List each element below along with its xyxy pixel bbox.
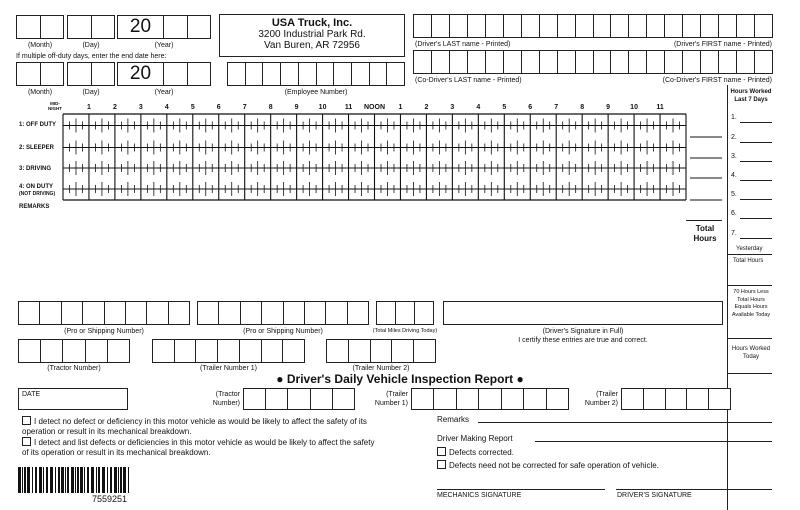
- remarks-label: REMARKS: [19, 204, 50, 210]
- hour-label: 7: [242, 104, 247, 111]
- side-day-2: 2.: [731, 134, 737, 141]
- barcode-bar: [65, 467, 66, 493]
- co-driver-last-label: (Co-Driver's LAST name - Printed): [415, 77, 522, 84]
- hour-label: 8: [580, 104, 585, 111]
- side-day-3: 3.: [731, 153, 737, 160]
- barcode-bar: [91, 467, 94, 493]
- driver-last-label: (Driver's LAST name - Printed): [415, 41, 511, 48]
- defects-not-needed-checkbox[interactable]: [437, 460, 446, 469]
- year-digit-2: 20: [118, 16, 164, 38]
- barcode-bar: [67, 467, 69, 493]
- barcode-bar: [120, 467, 122, 493]
- barcode-bar: [114, 467, 117, 493]
- barcode-bar: [50, 467, 53, 493]
- no-defect-option[interactable]: [22, 416, 382, 437]
- driver-signature-box[interactable]: [443, 301, 723, 325]
- inspection-tractor-label-line1: (Tractor: [215, 391, 240, 398]
- mechanic-signature-label: MECHANICS SIGNATURE: [437, 492, 522, 499]
- barcode-bar: [22, 467, 23, 493]
- row-label-on-duty: 4: ON DUTY: [19, 184, 54, 190]
- pro-number-1-boxes[interactable]: [18, 301, 190, 325]
- side-day-6: 6.: [731, 210, 737, 217]
- hour-label: 9: [606, 104, 611, 111]
- year-label: (Year): [154, 42, 174, 49]
- remarks-field-label: Remarks: [437, 415, 470, 424]
- hour-label: MID-NIGHT: [48, 101, 62, 111]
- side-panel-border: [727, 85, 728, 510]
- trailer-2-boxes[interactable]: [326, 339, 436, 363]
- barcode-bar: [46, 467, 48, 493]
- hour-label: 5: [502, 104, 507, 111]
- company-name: USA Truck, Inc.: [271, 17, 353, 29]
- duty-status-grid[interactable]: [0, 0, 800, 215]
- barcode-bar: [55, 467, 56, 493]
- inspection-tractor-label-line2: Number): [212, 400, 240, 407]
- hour-label: 5: [190, 104, 195, 111]
- inspection-trailer-1-boxes[interactable]: [411, 388, 569, 410]
- remarks-field-line[interactable]: [478, 422, 772, 423]
- employee-number-label: (Employee Number): [284, 89, 348, 96]
- barcode-bar: [118, 467, 119, 493]
- barcode-bar: [61, 467, 64, 493]
- row-label-driving: 3: DRIVING: [19, 166, 52, 172]
- defects-corrected-text: Defects corrected.: [449, 448, 514, 457]
- inspection-title: [220, 372, 580, 386]
- total-hours-label: Total Hours: [693, 224, 717, 243]
- pro-number-2-boxes[interactable]: [197, 301, 369, 325]
- hour-label: 7: [554, 104, 559, 111]
- mechanic-signature-line[interactable]: [437, 489, 605, 490]
- end-month-label: (Month): [27, 89, 53, 96]
- inspection-trailer-1-label-line2: Number 1): [374, 400, 408, 407]
- barcode-bar: [18, 467, 21, 493]
- inspection-date-label: DATE: [22, 391, 41, 398]
- barcode-bar: [75, 467, 76, 493]
- end-year-digit-2: 20: [118, 63, 164, 85]
- co-driver-first-label: (Co-Driver's FIRST name - Printed): [662, 77, 772, 84]
- side-day-7: 7.: [731, 230, 737, 237]
- side-day-5: 5.: [731, 191, 737, 198]
- certify-text: I certify these entries are true and correct.: [518, 337, 648, 344]
- hour-label: 1: [87, 104, 91, 111]
- side-panel-title: Hours Worked Last 7 Days: [730, 89, 772, 103]
- total-miles-label: (Total Miles Driving Today): [372, 328, 438, 334]
- barcode-bar: [71, 467, 74, 493]
- barcode-bar: [107, 467, 108, 493]
- hour-label: 4: [476, 104, 481, 111]
- side-day-line[interactable]: [740, 122, 772, 123]
- no-defect-text: I detect no defect or deficiency in this motor vehicle as would be likely to affect the safety of its operation or result in its mechanical breakdown.: [22, 417, 367, 436]
- inspection-date-box[interactable]: [18, 388, 128, 410]
- side-seventy-hours: 70 Hours Less Total Hours Equals Hours Available Today: [731, 289, 771, 318]
- hour-label: 10: [630, 104, 638, 111]
- barcode-bar: [102, 467, 105, 493]
- trailer-1-boxes[interactable]: [152, 339, 305, 363]
- side-day-line[interactable]: [740, 142, 772, 143]
- inspection-tractor-boxes[interactable]: [243, 388, 355, 410]
- barcode-bar: [80, 467, 83, 493]
- driver-making-report-line[interactable]: [535, 441, 772, 442]
- inspection-trailer-2-label-line2: Number 2): [584, 400, 618, 407]
- side-day-line[interactable]: [740, 238, 772, 239]
- defects-not-needed-text: Defects need not be corrected for safe operation of vehicle.: [449, 461, 659, 470]
- hour-label: NOON: [364, 104, 385, 111]
- barcode-bar: [35, 467, 37, 493]
- end-day-label: (Day): [82, 89, 100, 96]
- side-day-line[interactable]: [740, 180, 772, 181]
- side-day-1: 1.: [731, 114, 737, 121]
- side-divider-3: [728, 338, 772, 339]
- hour-label: 10: [318, 104, 327, 111]
- month-label: (Month): [27, 42, 53, 49]
- barcode-bar: [39, 467, 42, 493]
- barcode-number: 7559251: [92, 494, 128, 504]
- defects-corrected-option[interactable]: [437, 447, 514, 457]
- end-year-label: (Year): [154, 89, 174, 96]
- driver-making-report-label: Driver Making Report: [437, 434, 513, 443]
- pro-number-1-label: (Pro or Shipping Number): [64, 328, 144, 335]
- side-divider-4: [728, 373, 772, 374]
- hour-label: 11: [344, 104, 353, 111]
- barcode-bar: [84, 467, 85, 493]
- side-yesterday: Yesterday: [736, 246, 763, 252]
- inspection-trailer-2-label: [574, 390, 618, 408]
- barcode-bar: [98, 467, 100, 493]
- inspection-tractor-label: [196, 390, 240, 408]
- side-total-hours: Total Hours: [733, 258, 764, 264]
- trailer-1-label: (Trailer Number 1): [200, 365, 257, 372]
- company-address-2: Van Buren, AR 72956: [264, 40, 360, 51]
- driver-first-label: (Driver's FIRST name - Printed): [673, 41, 772, 48]
- defects-text: I detect and list defects or deficiencies in this motor vehicle as would be likely to affect the safety of its operation or result in its mechanical breakdown.: [22, 438, 375, 457]
- barcode-bar: [123, 467, 126, 493]
- bullet-left-icon: ●: [276, 372, 284, 386]
- tractor-number-boxes[interactable]: [18, 339, 130, 363]
- inspection-trailer-2-boxes[interactable]: [621, 388, 731, 410]
- side-day-line[interactable]: [740, 199, 772, 200]
- hour-label: 3: [450, 104, 455, 111]
- no-defect-checkbox[interactable]: [22, 416, 31, 425]
- side-day-line[interactable]: [740, 161, 772, 162]
- total-miles-boxes[interactable]: [376, 301, 434, 325]
- multi-day-note: If multiple off-duty days, enter the end date here:: [16, 53, 167, 60]
- day-label: (Day): [82, 42, 100, 49]
- total-hours-line: [686, 220, 722, 221]
- defects-corrected-checkbox[interactable]: [437, 447, 446, 456]
- barcode-bar: [58, 467, 60, 493]
- side-divider-2: [728, 285, 772, 286]
- driver-signature-bottom-label: DRIVER'S SIGNATURE: [617, 492, 692, 499]
- bullet-right-icon: ●: [516, 372, 524, 386]
- side-divider-1: [728, 254, 772, 255]
- barcode-bar: [96, 467, 97, 493]
- row-label-on-duty-sub: (NOT DRIVING): [19, 191, 56, 197]
- hour-label: 6: [528, 104, 533, 111]
- hour-label: 11: [656, 104, 664, 111]
- barcode-bar: [27, 467, 30, 493]
- hour-label: 3: [138, 104, 143, 111]
- driver-signature-line[interactable]: [616, 489, 772, 490]
- barcode-bar: [87, 467, 89, 493]
- inspection-trailer-2-label-line1: (Trailer: [596, 391, 618, 398]
- hour-label: 1: [398, 104, 403, 111]
- barcode-bar: [32, 467, 33, 493]
- hour-label: 4: [164, 104, 169, 111]
- side-hours-today: Hours Worked Today: [731, 346, 771, 360]
- inspection-trailer-1-label: [364, 390, 408, 408]
- driver-signature-label: (Driver's Signature in Full): [542, 328, 624, 335]
- barcode-bar: [43, 467, 44, 493]
- hour-label: 6: [216, 104, 221, 111]
- hour-label: 2: [112, 104, 117, 111]
- tractor-number-label: (Tractor Number): [47, 365, 101, 372]
- inspection-trailer-1-label-line1: (Trailer: [386, 391, 408, 398]
- company-address-1: 3200 Industrial Park Rd.: [258, 29, 366, 40]
- defects-checkbox[interactable]: [22, 437, 31, 446]
- row-label-off-duty: 1: OFF DUTY: [19, 122, 56, 128]
- barcode-bar: [128, 467, 129, 493]
- pro-number-2-label: (Pro or Shipping Number): [243, 328, 323, 335]
- hour-label: 9: [294, 104, 299, 111]
- side-day-4: 4.: [731, 172, 737, 179]
- barcode-bar: [24, 467, 26, 493]
- inspection-title-text: Driver's Daily Vehicle Inspection Report: [286, 372, 514, 386]
- barcode-bar: [110, 467, 112, 493]
- hour-label: 8: [268, 104, 273, 111]
- defects-option[interactable]: [22, 437, 382, 458]
- barcode-bar: [77, 467, 79, 493]
- defects-not-needed-option[interactable]: [437, 460, 659, 470]
- side-day-line[interactable]: [740, 218, 772, 219]
- hour-label: 2: [424, 104, 429, 111]
- barcode: [18, 467, 132, 493]
- row-label-sleeper: 2: SLEEPER: [19, 145, 55, 151]
- trailer-2-label: (Trailer Number 2): [352, 365, 410, 372]
